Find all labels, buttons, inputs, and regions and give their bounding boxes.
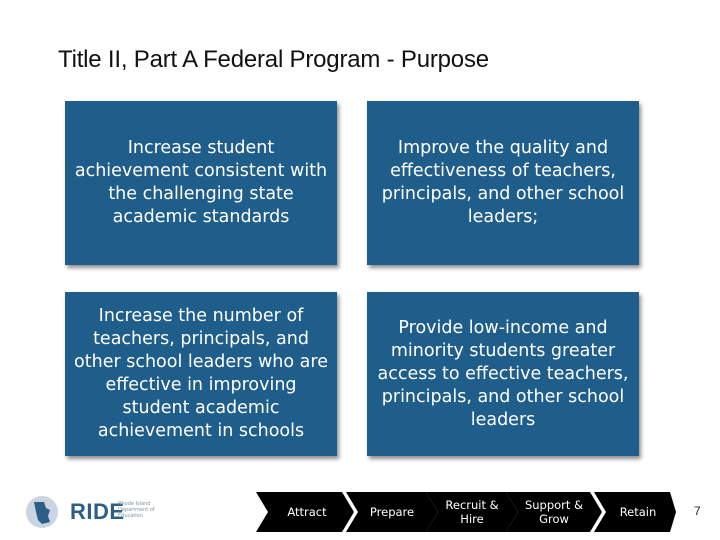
purpose-box-4: [367, 292, 639, 456]
purpose-text-4: Provide low-income and minority students greater access to effective teachers, principals, and other school leaders: [377, 317, 629, 430]
purpose-box-1: [65, 101, 337, 265]
slide-title: Title II, Part A Federal Program - Purpose: [58, 46, 489, 73]
purpose-box-2: [367, 101, 639, 265]
step-recruit-hire: Recruit & Hire: [445, 498, 499, 526]
purpose-box-3: [65, 292, 337, 456]
step-attract: Attract: [287, 505, 327, 519]
step-support-grow: Support & Grow: [524, 498, 584, 526]
logo-text: RIDE: [70, 499, 125, 524]
step-retain: Retain: [619, 505, 657, 519]
step-prepare: Prepare: [369, 505, 415, 519]
purpose-text-3: Increase the number of teachers, principals, and other school leaders who are effective in improving student academic achievement in schools: [74, 306, 328, 441]
logo-subtext: Rhode Island Department of Education: [118, 501, 155, 519]
purpose-text-1: Increase student achievement consistent with the challenging state academic standards: [74, 138, 328, 227]
page-number: 7: [694, 504, 701, 518]
purpose-text-2: Improve the quality and effectiveness of teachers, principals, and other school leaders;: [381, 138, 625, 227]
